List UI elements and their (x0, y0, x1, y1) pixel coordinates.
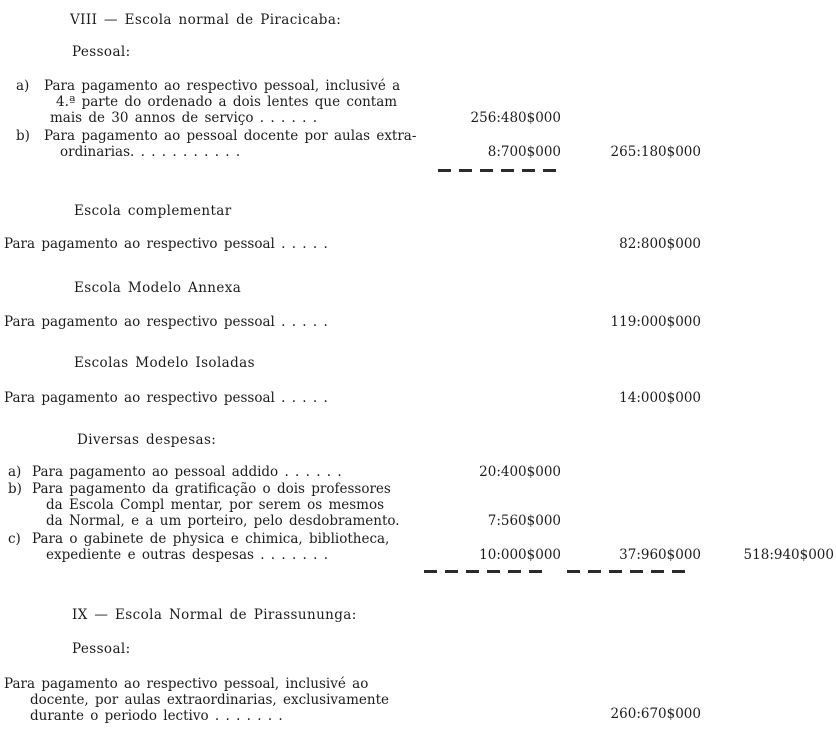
escolas-modelo-isoladas-amount: 14:000$000 (619, 390, 701, 406)
item-a-marker: a) (16, 78, 30, 94)
item-b-amount: 8:700$000 (487, 144, 561, 160)
diversas-item-b-amount: 7:560$000 (487, 513, 561, 529)
section-ix-heading: IX — Escola Normal de Pirassununga: (72, 607, 357, 623)
diversas-item-b-line-3: da Normal, e a um porteiro, pelo desdobramento. (46, 513, 400, 529)
diversas-despesas-heading: Diversas despesas: (77, 432, 217, 448)
escolas-modelo-isoladas-line: Para pagamento ao respectivo pessoal . . . . . (4, 390, 328, 406)
section-viii-pessoal-subtotal: 265:180$000 (610, 144, 701, 160)
diversas-item-a-line-1: Para pagamento ao pessoal addido . . . . . . (32, 464, 342, 480)
diversas-item-c-line-1: Para o gabinete de physica e chimica, bibliotheca, (32, 531, 390, 547)
item-a-line-2: 4.ª parte do ordenado a dois lentes que contam (56, 94, 398, 110)
item-a-line-3: mais de 30 annos de serviço . . . . . . (50, 110, 317, 126)
escola-complementar-heading: Escola complementar (74, 203, 232, 219)
dashed-rule-col2-bottom (567, 570, 691, 573)
diversas-despesas-subtotal: 37:960$000 (619, 547, 701, 563)
escola-modelo-annexa-line: Para pagamento ao respectivo pessoal . . . . . (4, 314, 328, 330)
diversas-item-c-line-2: expediente e outras despesas . . . . . . . (46, 547, 329, 563)
escola-modelo-annexa-heading: Escola Modelo Annexa (74, 280, 242, 296)
item-b-line-1: Para pagamento ao pessoal docente por aulas extra- (44, 128, 417, 144)
section-viii-grand-total: 518:940$000 (743, 547, 834, 563)
item-b-line-2: ordinarias. . . . . . . . . . . (60, 144, 241, 160)
section-ix-item-line-2: docente, por aulas extraordinarias, exclusivamente (30, 692, 389, 708)
diversas-item-b-line-1: Para pagamento da gratificação o dois professores (32, 481, 391, 497)
diversas-item-b-marker: b) (8, 481, 22, 497)
item-b-marker: b) (16, 128, 30, 144)
escola-complementar-line: Para pagamento ao respectivo pessoal . . . . . (4, 236, 328, 252)
section-viii-subheading-pessoal: Pessoal: (72, 44, 131, 60)
item-a-amount: 256:480$000 (470, 110, 561, 126)
dashed-rule-col1 (438, 169, 560, 172)
escolas-modelo-isoladas-heading: Escolas Modelo Isoladas (74, 355, 255, 371)
escola-complementar-amount: 82:800$000 (619, 236, 701, 252)
section-ix-item-line-1: Para pagamento ao respectivo pessoal, inclusivé ao (4, 676, 369, 692)
diversas-item-c-marker: c) (8, 531, 21, 547)
section-ix-subheading-pessoal: Pessoal: (72, 641, 131, 657)
diversas-item-a-amount: 20:400$000 (479, 464, 561, 480)
dashed-rule-col1-bottom (424, 570, 545, 573)
escola-modelo-annexa-amount: 119:000$000 (610, 314, 701, 330)
diversas-item-b-line-2: da Escola Compl mentar, por serem os mesmos (46, 497, 385, 513)
section-ix-item-amount: 260:670$000 (610, 706, 701, 722)
section-viii-heading: VIII — Escola normal de Piracicaba: (70, 12, 342, 28)
section-ix-item-line-3: durante o periodo lectivo . . . . . . . (30, 708, 283, 724)
item-a-line-1: Para pagamento ao respectivo pessoal, inclusivé a (44, 78, 401, 94)
diversas-item-a-marker: a) (8, 464, 22, 480)
diversas-item-c-amount: 10:000$000 (479, 547, 561, 563)
